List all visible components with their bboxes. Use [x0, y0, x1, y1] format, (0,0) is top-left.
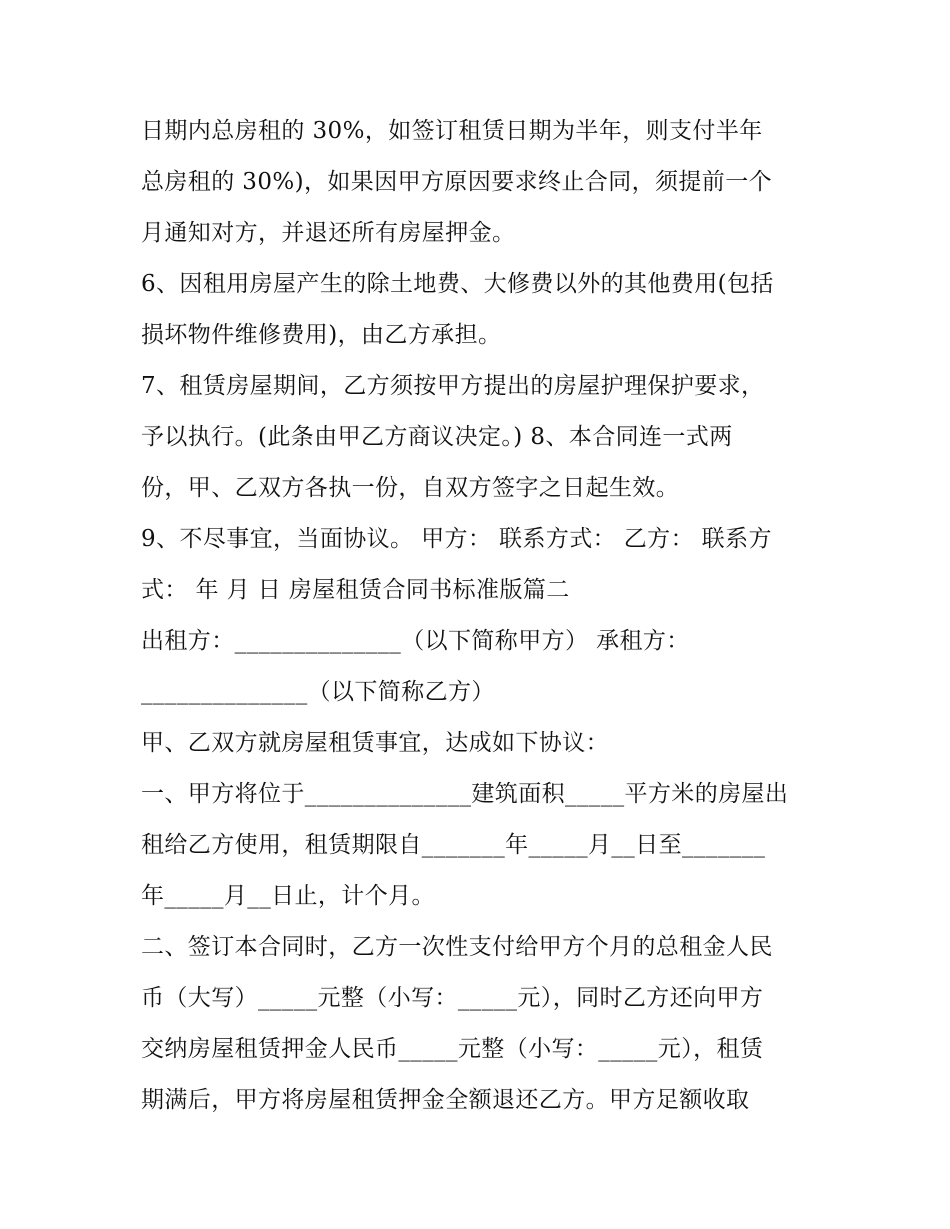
text-line: 甲、乙双方就房屋租赁事宜，达成如下协议：: [141, 730, 609, 756]
text-line: 份，甲、乙双方各执一份，自双方签字之日起生效。: [141, 475, 680, 501]
document-body: [141, 106, 831, 1126]
text-line: 租给乙方使用，租赁期限自_______年_____月__日至_______: [141, 832, 766, 858]
text-line: 9、不尽事宜，当面协议。 甲方： 联系方式： 乙方： 联系方: [141, 526, 772, 552]
text-line: 式： 年 月 日 房屋租赁合同书标准版篇二: [141, 577, 570, 603]
text-line: 总房租的 30%)，如果因甲方原因要求终止合同，须提前一个: [141, 169, 773, 195]
text-line: 二、签订本合同时，乙方一次性支付给甲方个月的总租金人民: [141, 934, 773, 960]
text-line: 期满后，甲方将房屋租赁押金全额退还乙方。甲方足额收取: [141, 1087, 750, 1113]
text-line: ______________（以下简称乙方）: [141, 679, 495, 705]
text-line: 币（大写）_____元整（小写：_____元），同时乙方还向甲方: [141, 985, 764, 1011]
text-line: 损坏物件维修费用)，由乙方承担。: [141, 322, 502, 348]
text-line: 予以执行。(此条由甲乙方商议决定。) 8、本合同连一式两: [141, 424, 733, 450]
text-line: 出租方：______________（以下简称甲方） 承租方：: [141, 628, 690, 654]
text-line: 7、租赁房屋期间，乙方须按甲方提出的房屋护理保护要求，: [141, 373, 765, 399]
text-line: 月通知对方，并退还所有房屋押金。: [141, 220, 516, 246]
text-line: 日期内总房租的 30%，如签订租赁日期为半年，则支付半年: [141, 118, 763, 144]
text-line: 一、甲方将位于______________建筑面积_____平方米的房屋出: [141, 781, 789, 807]
text-line: 年_____月__日止，计个月。: [141, 883, 435, 909]
text-line: 6、因租用房屋产生的除土地费、大修费以外的其他费用(包括: [141, 271, 774, 297]
text-line: 交纳房屋租赁押金人民币_____元整（小写：_____元），租赁: [141, 1036, 764, 1062]
